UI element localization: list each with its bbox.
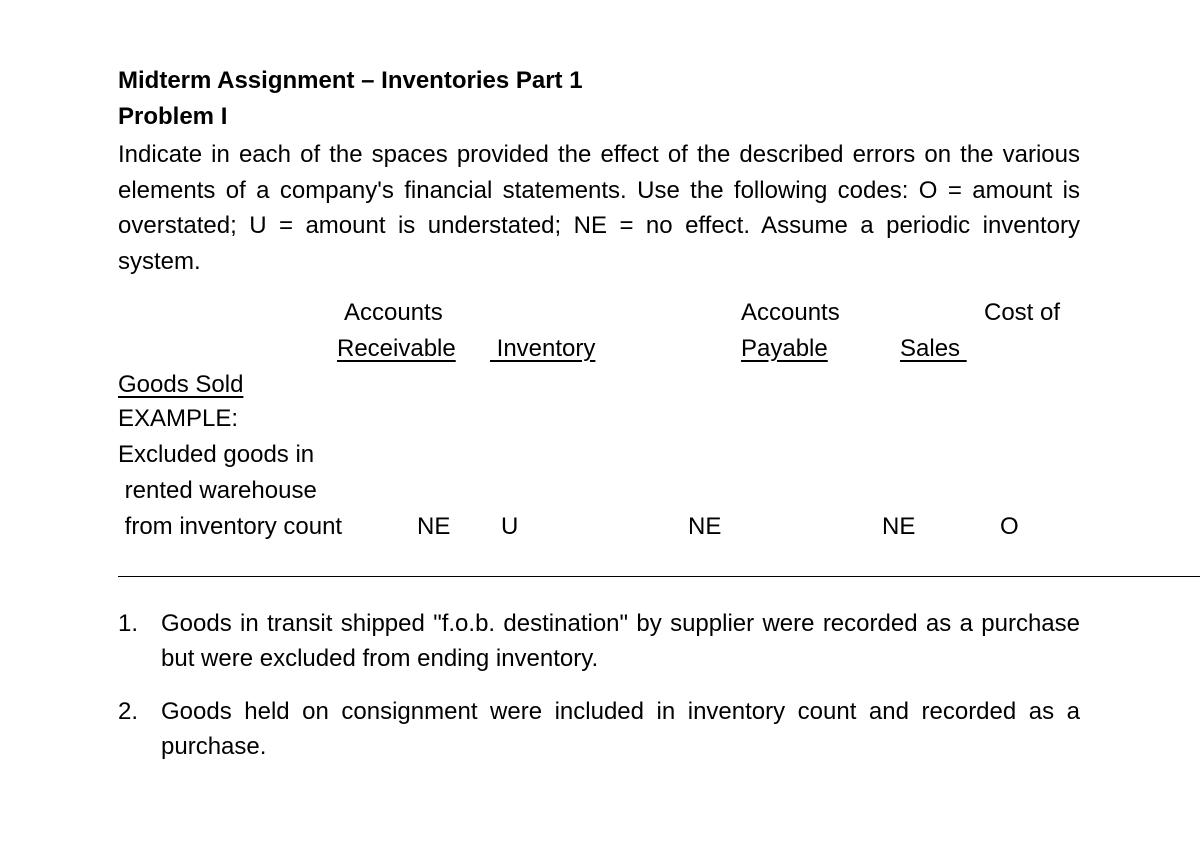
header-sales: Sales <box>900 335 967 362</box>
list-item-text: Goods held on consignment were included in inventory count and recorded as a purchase. <box>161 698 1080 760</box>
document-title: Midterm Assignment – Inventories Part 1 <box>118 67 583 94</box>
example-description-line: Excluded goods in <box>118 441 315 468</box>
header-accounts-payable: Payable <box>741 335 828 362</box>
header-accounts-receivable-top: Accounts <box>344 299 443 326</box>
list-item-number: 1. <box>118 610 139 637</box>
header-cost-of-goods-sold: Goods Sold <box>118 371 244 398</box>
horizontal-divider <box>118 576 1200 577</box>
example-value-cost-of-goods-sold: O <box>1000 513 1019 540</box>
example-description-line: from inventory count <box>118 513 343 540</box>
example-value-sales: NE <box>882 513 916 540</box>
header-accounts-receivable: Receivable <box>337 335 456 362</box>
example-description-line: rented warehouse <box>118 477 317 504</box>
problem-heading: Problem I <box>118 103 228 130</box>
header-inventory: Inventory <box>490 335 596 362</box>
list-item-text: Goods in transit shipped "f.o.b. destination" by supplier were recorded as a purchase but were excluded from ending inventory. <box>161 610 1080 672</box>
example-value-accounts-payable: NE <box>688 513 722 540</box>
example-label: EXAMPLE: <box>118 405 239 432</box>
example-value-inventory: U <box>501 513 519 540</box>
header-accounts-payable-top: Accounts <box>741 299 840 326</box>
header-cost-of-goods-sold-top: Cost of <box>984 299 1061 326</box>
example-value-accounts-receivable: NE <box>417 513 451 540</box>
list-item-number: 2. <box>118 698 139 725</box>
instructions-paragraph: Indicate in each of the spaces provided the effect of the described errors on the various elements of a company's financial statements. Use the following codes: O = amount is overstated; U = amount is understated; NE = no effect. Assume a periodic inventory system. <box>118 141 1080 275</box>
